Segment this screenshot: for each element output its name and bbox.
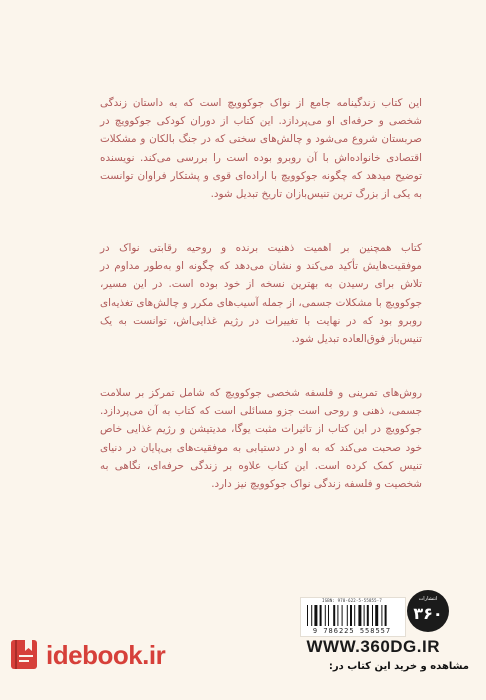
watermark-brand[interactable]: idebook.ir [46, 640, 166, 670]
publisher-logo-number: ۳۶۰ [413, 604, 443, 623]
description-paragraph-2: کتاب همچنین بر اهمیت ذهنیت برنده و روحیه رقابتی نواک در موفقیت‌هایش تأکید می‌کند و نشان می‌دهد که چگونه او به‌طور مداوم در تلاش برای رسیدن به بهترین نسخه از خود بوده است. در این مسیر، جوکوویچ با مشکلات جسمی، از جمله آسیب‌های مکرر و چالش‌های تغذیه‌ای روبرو بود که در نهایت با تغییرات در رژیم غذایی‌اش، توانست به یک تنیس‌باز فوق‌العاده تبدیل شود. [100, 242, 422, 346]
publisher-logo-caption: انتشارات [418, 596, 438, 602]
description-paragraph-1: این کتاب زندگینامه جامع از نواک جوکوویچ است که به داستان زندگی شخصی و حرفه‌ای او می‌پردازد. این کتاب از دوران کودکی جوکوویچ در صربستان شروع می‌شود و چالش‌های سختی که در جنگ بالکان و مشکلات اقتصادی خانواده‌اش با آن روبرو بوده است را بررسی می‌کند. نویسنده توضیح میدهد که چگونه جوکوویچ با اراده‌ای قوی و پشتکار فراوان توانست به یکی از بزرگ ترین تنیس‌بازان تاریخ تبدیل شود. [100, 97, 422, 201]
book-icon [9, 637, 43, 671]
description-paragraph-3: روش‌های تمرینی و فلسفه شخصی جوکوویچ که شامل تمرکز بر سلامت جسمی، ذهنی و روحی است جزو مسائلی است که کتاب به آن می‌پردازد. جوکوویچ در این کتاب از تاثیرات مثبت یوگا، مدیتیشن و رژیم غذایی خاص خود صحبت می‌کند که به او در دستیابی به موفقیت‌های بی‌پایان در دنیای تنیس کمک کرده است. این کتاب علاوه بر زندگی حرفه‌ای، نگاهی به شخصیت و فلسفه زندگی نواک جوکوویچ نیز دارد. [100, 387, 422, 491]
publisher-logo [407, 590, 449, 632]
watermark-caption: مشاهده و خرید این کتاب در: [328, 661, 469, 672]
publisher-website[interactable]: WWW.360DG.IR [306, 637, 440, 656]
barcode-number: 9 786225 558557 [312, 627, 392, 635]
isbn-label: ISBN: 978-622-5-55855-7 [322, 598, 382, 603]
